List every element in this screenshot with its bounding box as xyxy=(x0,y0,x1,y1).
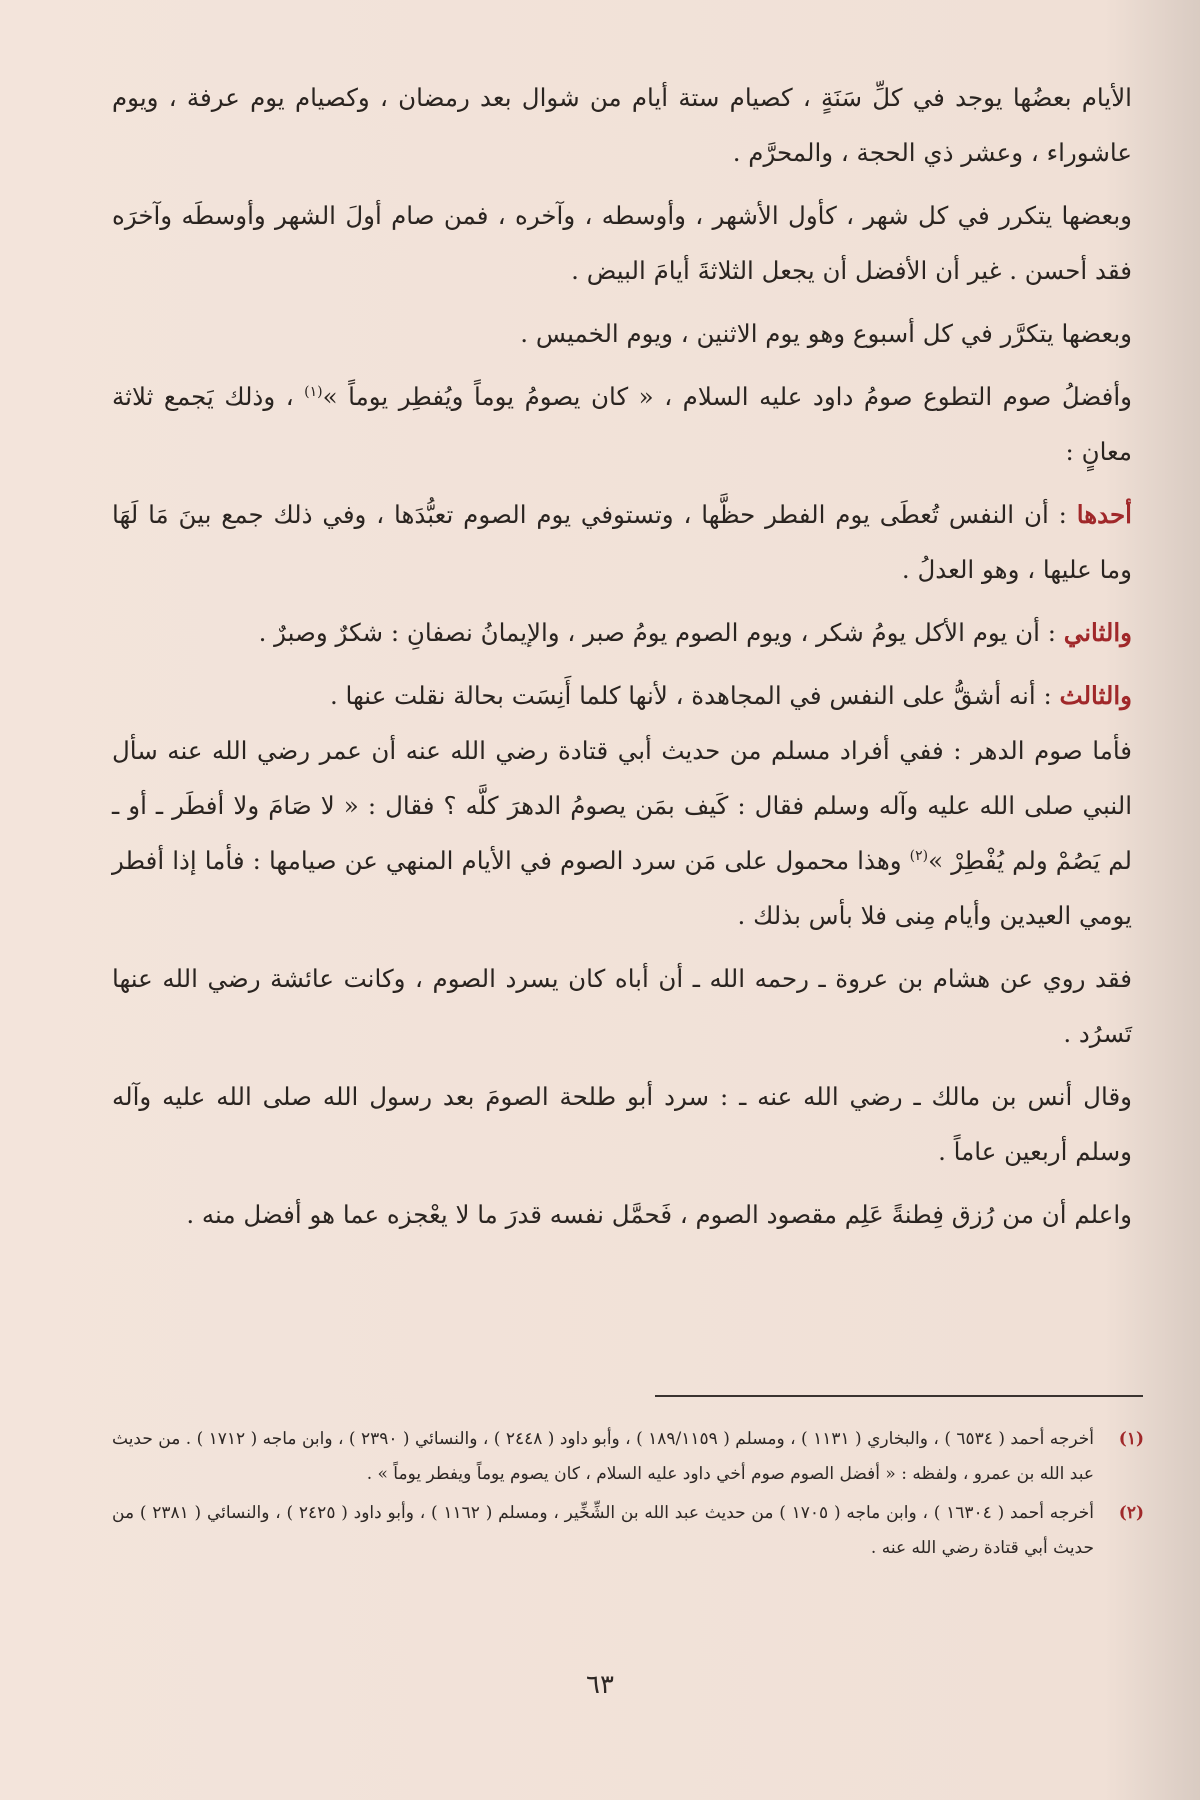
paragraph-text: واعلم أن من رُزق فِطنةً عَلِم مقصود الصوم ، فَحمَّل نفسه قدرَ ما لا يعْجزه عما هو أفضل منه . xyxy=(186,1200,1132,1229)
footnote xyxy=(112,1422,1144,1492)
paragraph xyxy=(112,369,1132,479)
paragraph-text-cont: ، وذلك يَجمع ثلاثة معانٍ : xyxy=(112,382,1132,466)
paragraph-text: : أن النفس تُعطَى يوم الفطر حظَّها ، وتستوفي يوم الصوم تعبُّدَها ، وفي ذلك جمع بينَ مَا لَهَا وما عليها ، وهو العدلُ . xyxy=(112,500,1132,584)
footnote-text: أخرجه أحمد ( ٦٥٣٤ ) ، والبخاري ( ١١٣١ ) ، ومسلم ( ١٨٩/١١٥٩ ) ، وأبو داود ( ٢٤٤٨ ) ، والنسائي ( ٢٣٩٠ ) ، وابن ماجه ( ١٧١٢ ) . من حديث عبد الله بن عمرو ، ولفظه : « أفضل الصوم صوم أخي داود عليه السلام ، كان يصوم يوماً ويفطر يوماً » . xyxy=(112,1429,1095,1484)
paragraph-text: وبعضها يتكرر في كل شهر ، كأول الأشهر ، وأوسطه ، وآخره ، فمن صام أولَ الشهر وأوسطَه وآخرَه فقد أحسن . غير أن الأفضل أن يجعل الثلاثةَ أيامَ البيض . xyxy=(112,201,1132,285)
paragraph-text: : أنه أشقُّ على النفس في المجاهدة ، لأنها كلما أَنِسَت بحالة نقلت عنها . xyxy=(329,681,1060,710)
paragraph xyxy=(112,1187,1132,1242)
paragraph-lead: والثالث xyxy=(1059,681,1132,710)
paragraph xyxy=(112,188,1132,298)
main-text xyxy=(112,70,1132,1250)
paragraph-text: : أن يوم الأكل يومُ شكر ، ويوم الصوم يومُ صبر ، والإيمانُ نصفانِ : شكرٌ وصبرٌ . xyxy=(258,618,1064,647)
paragraph-text: الأيام بعضُها يوجد في كلِّ سَنَةٍ ، كصيام ستة أيام من شوال بعد رمضان ، وكصيام يوم عرفة ، ويوم عاشوراء ، وعشر ذي الحجة ، والمحرَّم . xyxy=(112,83,1132,167)
footnote-number: (٢) xyxy=(1118,1503,1144,1523)
paragraph-text: وأفضلُ صوم التطوع صومُ داود عليه السلام ، « كان يصومُ يوماً ويُفطِر يوماً » xyxy=(322,382,1132,411)
paragraph xyxy=(112,723,1132,943)
paragraph-first-meaning xyxy=(112,487,1132,597)
paragraph-text: فأما صوم الدهر : ففي أفراد مسلم من حديث أبي قتادة رضي الله عنه أن عمر رضي الله عنه سأل النبي صلى الله عليه وآله وسلم فقال : كَيف بمَن يصومُ الدهرَ كلَّه ؟ فقال : « لا صَامَ ولا أفطَر ـ أو ـ لم يَصُمْ ولم يُفْطِرْ » xyxy=(112,736,1132,875)
paragraph-lead: والثاني xyxy=(1063,618,1132,647)
paragraph-second-meaning xyxy=(112,605,1132,660)
paragraph xyxy=(112,306,1132,361)
paragraph-lead: أحدها xyxy=(1076,500,1132,529)
page-number: ٦٣ xyxy=(586,1670,614,1700)
footnotes xyxy=(112,1422,1144,1570)
footnote-number: (١) xyxy=(1118,1429,1144,1449)
paragraph-third-meaning xyxy=(112,668,1132,723)
paragraph xyxy=(112,70,1132,180)
footnote-divider xyxy=(655,1395,1143,1397)
paragraph xyxy=(112,951,1132,1061)
paragraph-text-cont: وهذا محمول على مَن سرد الصوم في الأيام المنهي عن صيامها : فأما إذا أفطر يومي العيدين وأيام مِنى فلا بأس بذلك . xyxy=(112,846,1132,930)
paragraph-text: وبعضها يتكرَّر في كل أسبوع وهو يوم الاثنين ، ويوم الخميس . xyxy=(520,319,1132,348)
paragraph xyxy=(112,1069,1132,1179)
paragraph-text: فقد روي عن هشام بن عروة ـ رحمه الله ـ أن أباه كان يسرد الصوم ، وكانت عائشة رضي الله عنها تَسرُد . xyxy=(112,964,1132,1048)
footnote xyxy=(112,1496,1144,1566)
footnote-ref[interactable]: (١) xyxy=(304,383,323,400)
footnote-text: أخرجه أحمد ( ١٦٣٠٤ ) ، وابن ماجه ( ١٧٠٥ ) من حديث عبد الله بن الشِّخِّير ، ومسلم ( ١١٦٢ ) ، وأبو داود ( ٢٤٢٥ ) ، والنسائي ( ٢٣٨١ ) من حديث أبي قتادة رضي الله عنه . xyxy=(112,1503,1094,1558)
footnote-ref[interactable]: (٢) xyxy=(909,847,929,864)
paragraph-text: وقال أنس بن مالك ـ رضي الله عنه ـ : سرد أبو طلحة الصومَ بعد رسول الله صلى الله عليه وآله وسلم أربعين عاماً . xyxy=(112,1082,1132,1166)
